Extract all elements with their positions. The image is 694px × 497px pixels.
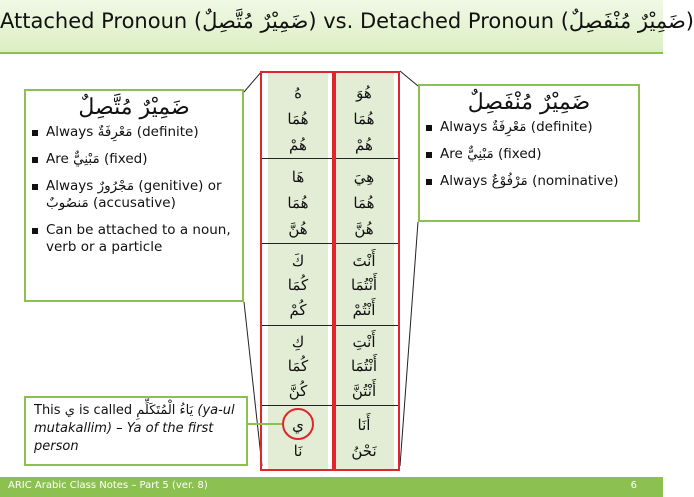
- attached-box-title: ضَمِيْرٌ مُتَّصِلٌ: [78, 95, 190, 120]
- detached-cell: هُنَّ: [354, 220, 374, 238]
- detached-cell: هُمْ: [355, 136, 373, 154]
- attached-cell: هُمَا: [287, 110, 309, 128]
- attached-cell: كِ: [291, 333, 305, 351]
- detached-cell: هُمَا: [353, 194, 375, 212]
- attached-cell: هُ: [294, 84, 302, 102]
- detached-cell: أَنَا: [357, 416, 371, 434]
- attached-cell: هُنَّ: [288, 220, 308, 238]
- detached-cell: أَنْتَ: [352, 252, 376, 270]
- detached-cell: أَنْتُمْ: [352, 301, 376, 319]
- attached-cell: كُمَا: [287, 276, 309, 294]
- note-text-2: (ya-ul mutakallim) – Ya of the first person: [34, 403, 235, 454]
- note-arabic: يَاءُ الْمُتَكَلِّمِ: [136, 403, 194, 418]
- footer-text: ARIC Arabic Class Notes – Part 5 (ver. 8): [8, 480, 208, 491]
- detached-cell: أَنْتُمَا: [350, 357, 378, 375]
- list-item: Always مَجْرُورٌ (genitive) or مَنصُوبٌ (accusative): [46, 178, 242, 212]
- attached-cell: نَا: [293, 442, 303, 460]
- detached-cell: أَنْتُمَا: [350, 276, 378, 294]
- detached-cell: أَنْتِ: [352, 333, 376, 351]
- list-item: Always مَرْفُوْعٌ (nominative): [440, 173, 638, 190]
- note-text-1: This ي is called: [34, 403, 137, 418]
- attached-cell: كُنَّ: [288, 382, 308, 400]
- detached-cell: نَحْنُ: [351, 442, 377, 460]
- detached-cell: أَنْتُنَّ: [351, 382, 377, 400]
- list-item: Are مَبْنِيٌّ (fixed): [440, 146, 638, 163]
- list-item: Are مَبْنِيٌّ (fixed): [46, 151, 242, 168]
- detached-cell: هِيَ: [353, 168, 375, 186]
- page-title: Attached Pronoun (ضَمِيْرٌ مُتَّصِلٌ) vs. Detached Pronoun (ضَمِيْرٌ مُنْفَصِلٌ): [0, 9, 694, 33]
- page-number: 6: [630, 480, 637, 491]
- list-item: Always مَعْرِفَةٌ (definite): [46, 124, 242, 141]
- attached-cell: كُمَا: [287, 357, 309, 375]
- attached-cell: هَا: [291, 168, 305, 186]
- list-item: Can be attached to a noun, verb or a particle: [46, 222, 242, 256]
- attached-cell: هُمْ: [289, 136, 307, 154]
- detached-cell: هُمَا: [353, 110, 375, 128]
- detached-cell: هُوَ: [356, 84, 372, 102]
- attached-cell: هُمَا: [287, 194, 309, 212]
- list-item: Always مَعْرِفَةٌ (definite): [440, 119, 638, 136]
- footer-bar: [0, 477, 663, 497]
- attached-cell: كُمْ: [289, 301, 307, 319]
- attached-cell: ي: [292, 416, 304, 434]
- attached-cell: كَ: [291, 252, 305, 270]
- detached-box-title: ضَمِيْرٌ مُنْفَصِلٌ: [467, 90, 591, 115]
